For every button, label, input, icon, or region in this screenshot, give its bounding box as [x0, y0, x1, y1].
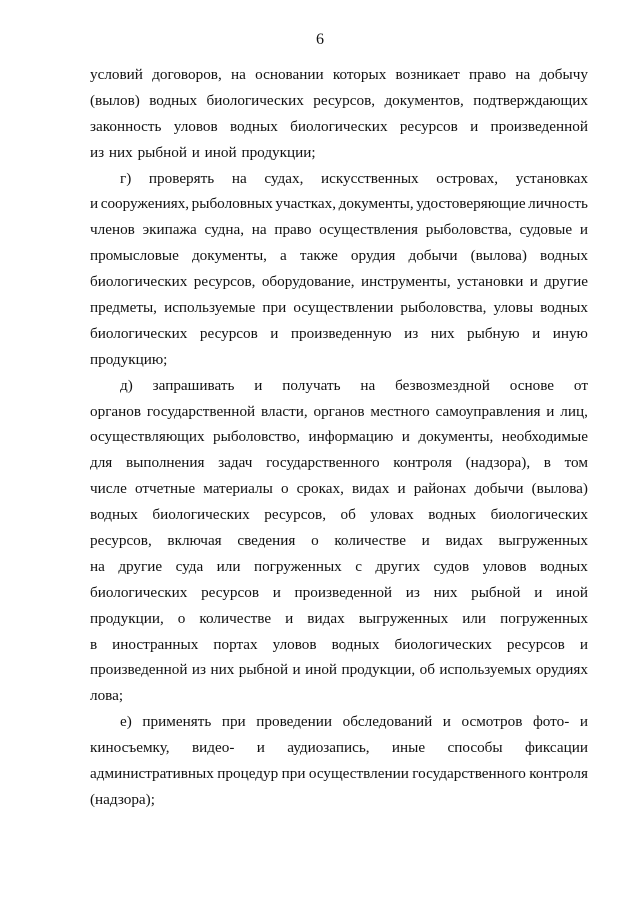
paragraph — [90, 709, 588, 813]
page-number: 6 — [316, 31, 324, 48]
text-line: водных биологических ресурсов, об уловах водных биологических — [90, 506, 588, 524]
text-line: продукцию; — [90, 350, 168, 368]
text-line: промысловые документы, а также орудия добычи (вылова) водных — [90, 247, 588, 265]
text-line: законность уловов водных биологических ресурсов и произведенной — [90, 117, 588, 135]
paragraph — [90, 373, 588, 710]
text-line: на другие суда или погруженных с других судов уловов водных — [90, 557, 588, 575]
text-line: членов экипажа судна, на право осуществления рыболовства, судовые и — [90, 221, 588, 239]
text-line: произведенной из них рыбной и иной продукции, об используемых орудиях — [90, 661, 588, 679]
text-line: продукции, о количестве и видах выгруженных или погруженных — [90, 609, 588, 627]
text-line: числе отчетные материалы о сроках, видах и районах добычи (вылова) — [90, 480, 588, 498]
paragraph — [90, 62, 588, 166]
text-line: биологических ресурсов, оборудование, инструменты, установки и другие — [90, 273, 588, 291]
text-line: и сооружениях, рыболовных участках, документы, удостоверяющие личность — [90, 195, 588, 213]
text-line: г) проверять на судах, искусственных островах, установках — [120, 169, 588, 187]
paragraph — [90, 166, 588, 373]
text-line: административных процедур при осуществлении государственного контроля — [90, 765, 588, 783]
text-line: д) запрашивать и получать на безвозмездной основе от — [120, 376, 588, 394]
text-line: осуществляющих рыболовство, информацию и документы, необходимые — [90, 428, 588, 446]
text-line: предметы, используемые при осуществлении рыболовства, уловы водных — [90, 299, 588, 317]
text-line: киносъемку, видео- и аудиозапись, иные способы фиксации — [90, 739, 588, 757]
text-line: лова; — [90, 687, 124, 705]
text-line: органов государственной власти, органов местного самоуправления и лиц, — [90, 402, 588, 420]
text-line: условий договоров, на основании которых возникает право на добычу — [90, 66, 588, 83]
text-line: биологических ресурсов и произведенную из них рыбную и иную — [90, 324, 588, 342]
text-line: в иностранных портах уловов водных биологических ресурсов и — [90, 635, 588, 653]
document-body — [90, 62, 588, 813]
text-line: (надзора); — [90, 790, 155, 808]
text-line: из них рыбной и иной продукции; — [90, 143, 316, 161]
text-line: биологических ресурсов и произведенной из них рыбной и иной — [90, 583, 588, 601]
text-line: ресурсов, включая сведения о количестве и видах выгруженных — [90, 532, 588, 550]
text-line: (вылов) водных биологических ресурсов, документов, подтверждающих — [90, 91, 588, 109]
text-line: е) применять при проведении обследований и осмотров фото- и — [120, 713, 588, 731]
text-line: для выполнения задач государственного контроля (надзора), в том — [90, 454, 588, 472]
